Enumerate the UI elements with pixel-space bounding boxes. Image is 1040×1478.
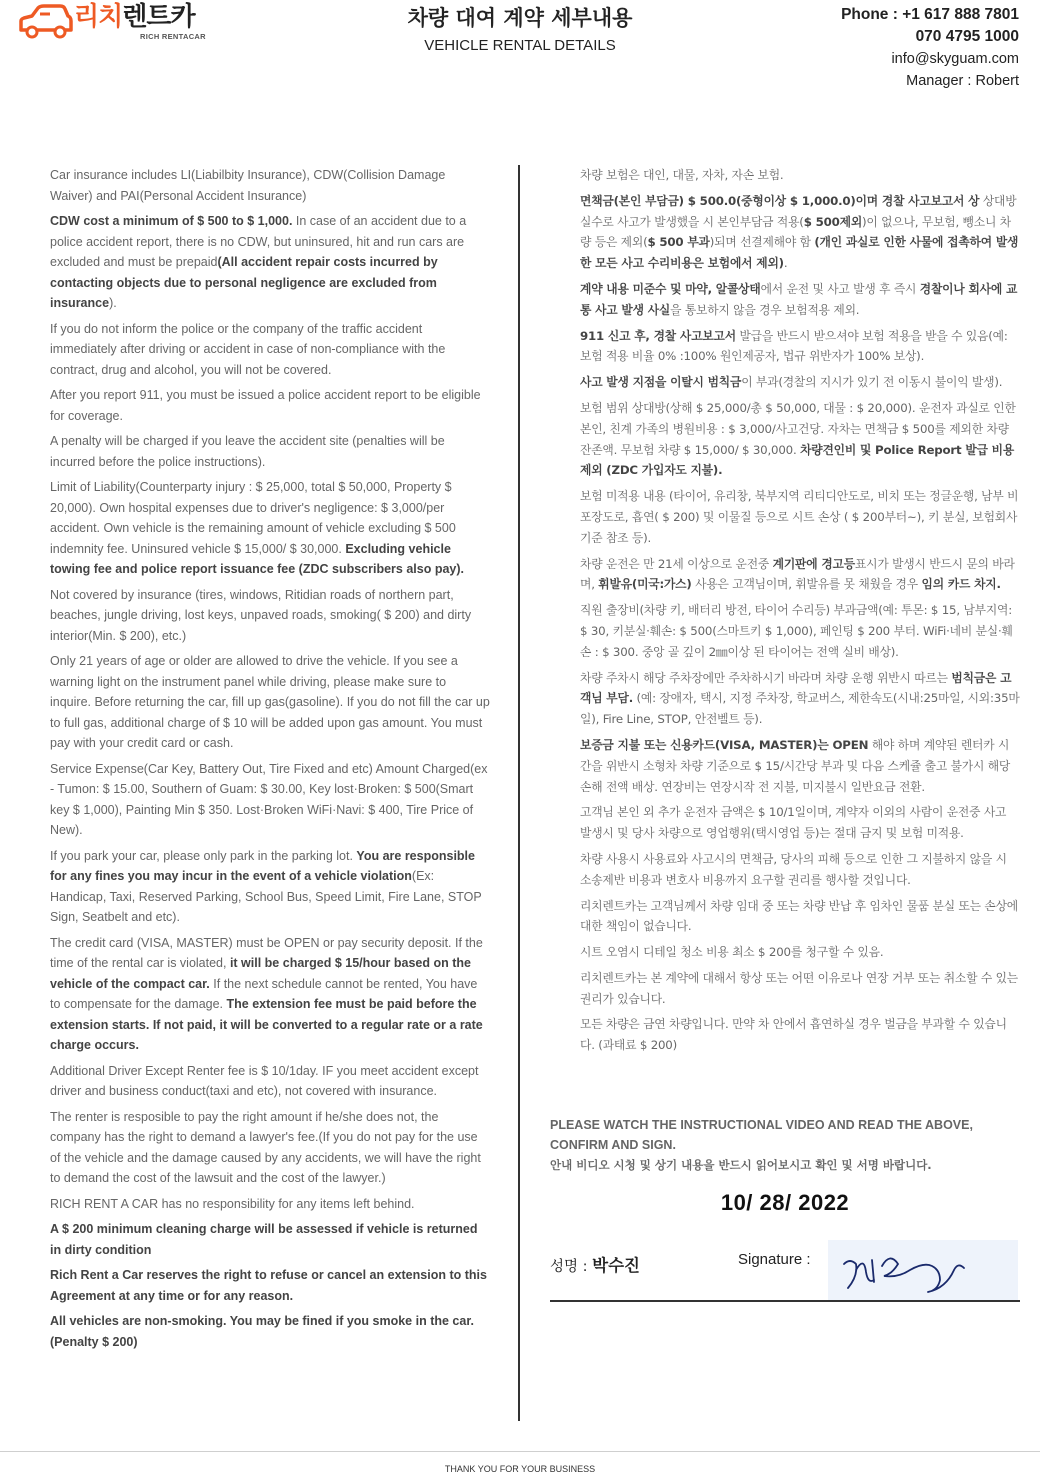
paragraph-text: 에서 운전 및 사고 발생 후 즉시 — [760, 281, 920, 296]
paragraph-text: 직원 출장비(차량 키, 배터리 방전, 타이어 수리등) 부과금액(예: 투몬: $ 15, 남부지역: $ 30, 키분실·훼손: $ 500(스마트키 $ 1,000), 페인팅 $ 200 부터. WiFi·네비 분실·훼손 : $ 300. 중앙 골 깊이 2㎜이상 된 타이어는 전액 실비 배상). — [580, 603, 1013, 659]
emphasized-text: A $ 200 minimum cleaning charge will be assessed if vehicle is returned in dirty condition — [50, 1222, 478, 1257]
emphasized-text: Excluding vehicle towing fee and police report issuance fee (ZDC subscribers also pay). — [50, 541, 464, 576]
terms-english-paragraph — [50, 759, 490, 841]
signature-label: Signature : — [738, 1251, 811, 1268]
paragraph-text: 표시가 발생시 반드시 문의 바라며, — [580, 556, 1015, 592]
terms-korean-paragraph — [580, 191, 1020, 274]
paragraph-text: 모든 차량은 금연 차량입니다. 만약 차 안에서 흡연하실 경우 벌금을 부과할 수 있습니다. (과태료 $ 200) — [580, 1017, 1007, 1053]
paragraph-text: Only 21 years of age or older are allowed to drive the vehicle. If you see a warning light on the instrument panel while driving, please make sure to inquire. Before returning the car, fill up gas(gasoline). If you do not fill the car up to full gas, additional charge of $ 10 will be added upon gas amount. You must pay with your credit card or cash. — [50, 654, 490, 750]
paragraph-text: 보험 미적용 내용 (타이어, 유리창, 북부지역 리티디안도로, 비치 또는 정글운행, 남부 비포장도로, 흡연( $ 200) 및 이물질 등으로 시트 손상 ( $ 200부터~), 키 분실, 보험회사 기준 참조 등). — [580, 489, 1019, 545]
paragraph-text: (예: 장애자, 택시, 지정 주차장, 학교버스, 제한속도(시내:25마일, 시외:35마일), Fire Line, STOP, 안전벨트 등). — [580, 691, 1020, 727]
emphasized-text: 보증금 지불 또는 신용카드(VISA, MASTER)는 OPEN — [580, 737, 869, 752]
terms-english-paragraph — [50, 933, 490, 1056]
signing-notice-korean: 안내 비디오 시청 및 상기 내용을 반드시 읽어보시고 확인 및 서명 바랍니다. — [550, 1158, 932, 1172]
signing-date: 10/ 28/ 2022 — [720, 1190, 850, 1215]
signature-line — [550, 1300, 1020, 1302]
contact-phone-korea: 070 4795 1000 — [915, 28, 1019, 45]
logo-text-orange: 리치 — [74, 2, 123, 32]
terms-korean-paragraph — [580, 326, 1020, 368]
terms-english-paragraph — [50, 211, 490, 314]
emphasized-text: (All accident repair costs incurred by contacting objects due to personal negligence are excluded from insurance — [50, 255, 438, 310]
paragraph-text: In case of an accident due to a police accident report, there is no CDW, but uninsured, hit and run cars are excluded and must be prepaid — [50, 214, 467, 269]
paragraph-text: If the next schedule cannot be rented, You have to compensate for the damage. — [50, 976, 478, 1011]
emphasized-text: You are responsible for any fines you may incur in the event of a vehicle violation — [50, 848, 475, 883]
terms-english-paragraph — [50, 477, 490, 580]
paragraph-text: (Ex: Handicap, Taxi, Reserved Parking, School Bus, Speed Limit, Fire Lane, STOP Sign, Seatbelt and etc). — [50, 869, 482, 924]
terms-english-paragraph — [50, 1219, 490, 1260]
terms-english-paragraph — [50, 165, 490, 206]
emphasized-text: 범칙금은 고객님 부담. — [580, 670, 1012, 706]
terms-korean-paragraph — [580, 968, 1020, 1010]
paragraph-text: 을 통보하지 않을 경우 보험적용 제외. — [670, 302, 860, 317]
paragraph-text: Not covered by insurance (tires, windows, Ritidian roads of northern part, beaches, jungle driving, lost keys, unpaved roads, smoking( $ 200) and dirty interior(Min. $ 200), etc.) — [50, 587, 472, 643]
emphasized-text: 계약 내용 미준수 및 마약, 알콜상태 — [580, 281, 761, 296]
contact-email: info@skyguam.com — [891, 51, 1019, 67]
paragraph-text: ). — [109, 296, 117, 310]
terms-korean-paragraph — [580, 849, 1020, 891]
terms-english-paragraph — [50, 585, 490, 647]
terms-korean-paragraph — [580, 802, 1020, 844]
paragraph-text: The credit card (VISA, MASTER) must be OPEN or pay security deposit. If the time of the rental car is violated, — [50, 935, 483, 970]
emphasized-text: All vehicles are non-smoking. You may be fined if you smoke in the car. (Penalty $ 200) — [50, 1314, 474, 1349]
emphasized-text: 임의 카드 차지. — [921, 577, 1001, 592]
paragraph-text: 고객님 본인 외 추가 운전자 금액은 $ 10/1일이며, 계약자 이외의 사람이 운전중 사고 발생시 및 당사 차량으로 영업행위(택시영업 등)는 절대 금지 및 보험 미적용. — [580, 805, 1007, 841]
renter-name-field — [550, 1252, 640, 1276]
logo-text-dark: 렌트카 — [122, 2, 195, 32]
contact-phone: Phone : +1 617 888 7801 — [841, 6, 1019, 23]
signature-box[interactable] — [828, 1240, 1018, 1300]
terms-english-paragraph — [50, 1311, 490, 1352]
logo-subtitle: RICH RENTACAR — [140, 32, 206, 41]
paragraph-text: . — [783, 256, 788, 271]
terms-english-paragraph — [50, 431, 490, 472]
terms-korean-paragraph — [580, 372, 1020, 393]
paragraph-text: After you report 911, you must be issued a police accident report to be eligible for coverage. — [50, 388, 481, 423]
emphasized-text: it will be charged $ 15/hour based on the vehicle of the compact car. — [50, 956, 471, 991]
renter-name-value: 박수진 — [592, 1256, 640, 1275]
paragraph-text: Additional Driver Except Renter fee is $ 10/1day. IF you meet accident except driver and business conduct(taxi and etc), not covered with insurance. — [50, 1063, 479, 1098]
paragraph-text: 시트 오염시 디테일 청소 비용 최소 $ 200를 청구할 수 있음. — [580, 945, 884, 960]
terms-english-paragraph — [50, 385, 490, 426]
emphasized-text: (개인 과실로 인한 사물에 접촉하여 발생한 모든 사고 수리비용은 보험에서 제외) — [580, 235, 1019, 271]
signing-notice-english: PLEASE WATCH THE INSTRUCTIONAL VIDEO AND READ THE ABOVE, CONFIRM AND SIGN. — [550, 1118, 973, 1152]
contact-manager: Manager : Robert — [906, 73, 1019, 89]
terms-korean-column — [580, 165, 1020, 1061]
paragraph-text: Car insurance includes LI(Liabilbity Insurance), CDW(Collision Damage Waiver) and PAI(Personal Accident Insurance) — [50, 168, 446, 203]
renter-name-label: 성명 : — [550, 1259, 593, 1275]
terms-korean-paragraph — [580, 279, 1020, 321]
terms-english-paragraph — [50, 1061, 490, 1102]
handwritten-signature — [828, 1240, 1018, 1300]
paragraph-text: 리치렌트카는 본 계약에 대해서 항상 또는 어떤 이유로나 연장 거부 또는 취소할 수 있는 권리가 있습니다. — [580, 970, 1019, 1006]
terms-korean-paragraph — [580, 735, 1020, 797]
paragraph-text: 차량 보험은 대인, 대물, 자차, 자손 보험. — [580, 168, 784, 182]
terms-english-paragraph — [50, 1265, 490, 1306]
terms-korean-paragraph — [580, 942, 1020, 963]
paragraph-text: 차량 운전은 만 21세 이상으로 운전중 — [580, 556, 773, 571]
terms-korean-paragraph — [580, 896, 1020, 938]
paragraph-text: )이 없으나, 무보험, 뺑소니 차량 등은 제외( — [580, 214, 1011, 250]
paragraph-text: If you do not inform the police or the company of the traffic accident immediately after driving or accident in case of non-compliance with the contract, drug and alcohol, you will not be covered. — [50, 321, 446, 377]
footer-divider — [0, 1451, 1040, 1452]
column-divider — [518, 165, 520, 1421]
terms-korean-paragraph — [580, 165, 1020, 186]
paragraph-text: Limit of Liability(Counterparty injury : $ 25,000, total $ 50,000, Property $ 20,000). Own hospital expenses due to driver's negligence: $ 3,000/per accident. Own vehicle is the remaining amount of vehicle excluding $ 500 indemnity fee. Uninsured vehicle $ 15,000/ $ 30,000. — [50, 480, 456, 556]
terms-english-paragraph — [50, 651, 490, 754]
paragraph-text: )되며 선결제해야 함 — [709, 235, 815, 250]
terms-korean-paragraph — [580, 668, 1020, 730]
terms-korean-paragraph — [580, 600, 1020, 662]
terms-english-paragraph — [50, 1107, 490, 1189]
paragraph-text: 사용은 고객님이며, 휘발유를 못 채웠을 경우 — [691, 577, 922, 592]
emphasized-text: The extension fee must be paid before the extension starts. If not paid, it will be converted to a regular rate or a rate charge occurs. — [50, 997, 483, 1052]
document-title-english: VEHICLE RENTAL DETAILS — [424, 37, 616, 54]
emphasized-text: 면책금(본인 부담금) $ 500.0(중형이상 $ 1,000.0)이며 경찰 사고보고서 상 — [580, 193, 980, 208]
terms-korean-paragraph — [580, 554, 1020, 596]
paragraph-text: A penalty will be charged if you leave the accident site (penalties will be incurred before the police instructions). — [50, 434, 445, 469]
paragraph-text: 차량 사용시 사용료와 사고시의 면책금, 당사의 피해 등으로 인한 그 지불하지 않을 시 소송제반 비용과 변호사 비용까지 요구할 권리를 행사할 것입니다. — [580, 851, 1007, 887]
terms-korean-paragraph — [580, 398, 1020, 481]
emphasized-text: Rich Rent a Car reserves the right to refuse or cancel an extension to this Agreement at any time or for any reason. — [50, 1268, 487, 1303]
paragraph-text: If you park your car, please only park in the parking lot. — [50, 848, 357, 863]
paragraph-text: 차량 주차시 해당 주차장에만 주차하시기 바라며 차량 운행 위반시 따르는 — [580, 670, 952, 685]
paragraph-text: 발급을 반드시 받으셔야 보험 적용을 받을 수 있음(예: 보험 적용 비율 0% :100% 원인제공자, 법규 위반자가 100% 보상). — [580, 328, 1008, 364]
terms-english-column — [50, 165, 490, 1357]
paragraph-text: 해야 하며 계약된 렌터카 시간을 위반시 소형차 차량 기준으로 $ 15/시간당 부과 및 다음 스케쥴 출고 불가시 해당 손해 전액 배상. 연장비는 연장시작 전 지불, 미지불시 일반요금 전환. — [580, 737, 1011, 794]
emphasized-text: 경찰이나 회사에 교통 사고 발생 사실 — [580, 281, 1018, 317]
paragraph-text: The renter is resposible to pay the right amount if he/she does not, the company has the right to demand a lawyer's fee.(If you do not pay for the use of the vehicle and the damage caused by any accidents, we will have the right to demand the cost of the lawsuit and the cost of the lawyer.) — [50, 1109, 481, 1185]
contact-block — [841, 4, 1019, 92]
paragraph-text: 상대방 실수로 사고가 발생했을 시 본인부담금 적용( — [580, 193, 1017, 229]
emphasized-text: 계기판에 경고등 — [772, 556, 855, 571]
emphasized-text: $ 500 부과 — [647, 235, 710, 250]
terms-english-paragraph — [50, 846, 490, 928]
terms-korean-paragraph — [580, 486, 1020, 548]
paragraph-text: 이 부과(경찰의 지시가 있기 전 이동시 불이익 발생). — [741, 375, 1003, 390]
paragraph-text: RICH RENT A CAR has no responsibility for any items left behind. — [50, 1196, 415, 1211]
emphasized-text: $ 500제외 — [803, 214, 863, 229]
footer-text: THANK YOU FOR YOUR BUSINESS — [444, 1464, 596, 1474]
terms-english-paragraph — [50, 1194, 490, 1215]
emphasized-text: 911 신고 후, 경찰 사고보고서 — [580, 328, 736, 343]
emphasized-text: CDW cost a minimum of $ 500 to $ 1,000. — [50, 214, 293, 228]
terms-korean-paragraph — [580, 1014, 1020, 1056]
document-title-korean: 차량 대여 계약 세부내용 — [407, 6, 633, 30]
emphasized-text: 차량견인비 및 Police Report 발급 비용 제외 (ZDC 가입자도 지불). — [580, 442, 1015, 478]
terms-english-paragraph — [50, 319, 490, 381]
signing-notice — [550, 1115, 1020, 1175]
paragraph-text: 리치렌트카는 고객님께서 차량 임대 중 또는 차량 반납 후 임차인 물품 분실 또는 손상에 대한 책임이 없습니다. — [580, 898, 1019, 934]
emphasized-text: 휘발유(미국:가스) — [598, 577, 692, 592]
paragraph-text: Service Expense(Car Key, Battery Out, Tire Fixed and etc) Amount Charged(ex - Tumon: $ 15.00, Southern of Guam: $ 30.00, Key lost·Broken: $ 500(Smart key $ 1,000), Painting Min $ 350. Lost·Broken WiFi·Navi: $ 400, Tire Price of New). — [50, 761, 488, 837]
emphasized-text: 사고 발생 지점을 이탈시 범칙금 — [580, 375, 742, 390]
paragraph-text: 보험 범위 상대방(상해 $ 25,000/총 $ 50,000, 대물 : $ 20,000). 운전자 과실로 인한 본인, 친계 가족의 병원비용 : $ 3,000/사고건당. 자차는 면책금 $ 500를 제외한 차량 잔존액. 무보험 차량 $ 15,000/ $ 30,000. — [580, 400, 1016, 457]
